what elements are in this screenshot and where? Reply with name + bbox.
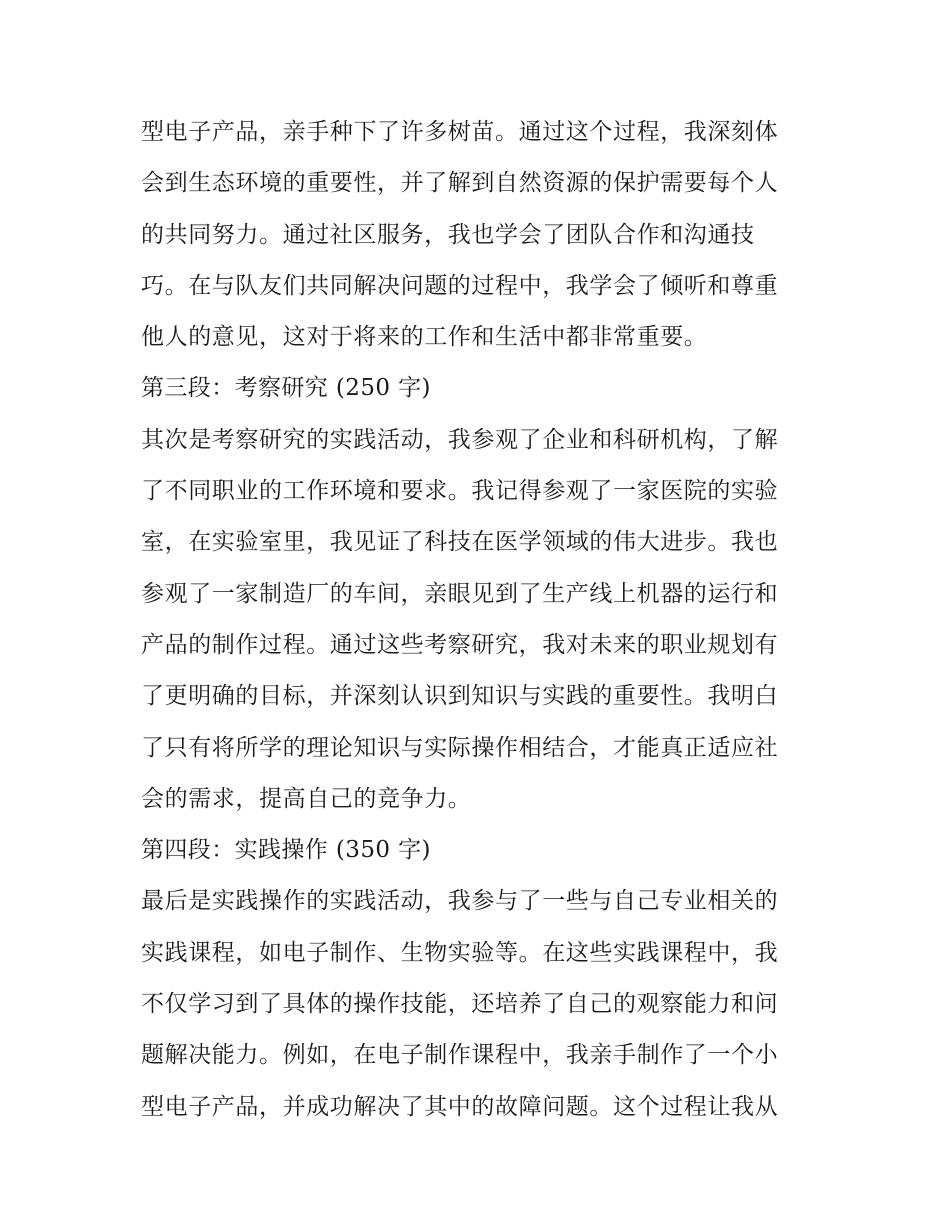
paragraph-line: 会的需求，提高自己的竞争力。 [141,785,472,812]
paragraph-line: 产品的制作过程。通过这些考察研究，我对未来的职业规划有 [141,631,779,658]
paragraph-line: 了只有将所学的理论知识与实际操作相结合，才能真正适应社 [141,734,779,761]
paragraph-line: 不仅学习到了具体的操作技能，还培养了自己的观察能力和问 [141,991,779,1018]
paragraph-line: 巧。在与队友们共同解决问题的过程中，我学会了倾听和尊重 [141,272,779,299]
paragraph-line: 室，在实验室里，我见证了科技在医学领域的伟大进步。我也 [141,529,779,556]
paragraph-line: 型电子产品，并成功解决了其中的故障问题。这个过程让我从 [141,1093,779,1120]
paragraph-line: 了不同职业的工作环境和要求。我记得参观了一家医院的实验 [141,478,779,505]
document-body [141,107,813,1133]
paragraph-line: 参观了一家制造厂的车间，亲眼见到了生产线上机器的运行和 [141,580,779,607]
paragraph-line: 的共同努力。通过社区服务，我也学会了团队合作和沟通技 [141,221,755,248]
paragraph-line: 最后是实践操作的实践活动，我参与了一些与自己专业相关的 [141,888,779,915]
paragraph-line: 会到生态环境的重要性，并了解到自然资源的保护需要每个人 [141,170,779,197]
paragraph-line: 实践课程，如电子制作、生物实验等。在这些实践课程中，我 [141,939,779,966]
paragraph-line: 他人的意见，这对于将来的工作和生活中都非常重要。 [141,324,708,351]
section-heading-4: 第四段：实践操作 (350 字) [141,837,431,864]
paragraph-line: 了更明确的目标，并深刻认识到知识与实践的重要性。我明白 [141,683,779,710]
section-heading-3: 第三段：考察研究 (250 字) [141,375,431,402]
paragraph-line: 题解决能力。例如，在电子制作课程中，我亲手制作了一个小 [141,1042,779,1069]
paragraph-line: 型电子产品，亲手种下了许多树苗。通过这个过程，我深刻体 [141,119,779,145]
paragraph-line: 其次是考察研究的实践活动，我参观了企业和科研机构，了解 [141,426,779,453]
